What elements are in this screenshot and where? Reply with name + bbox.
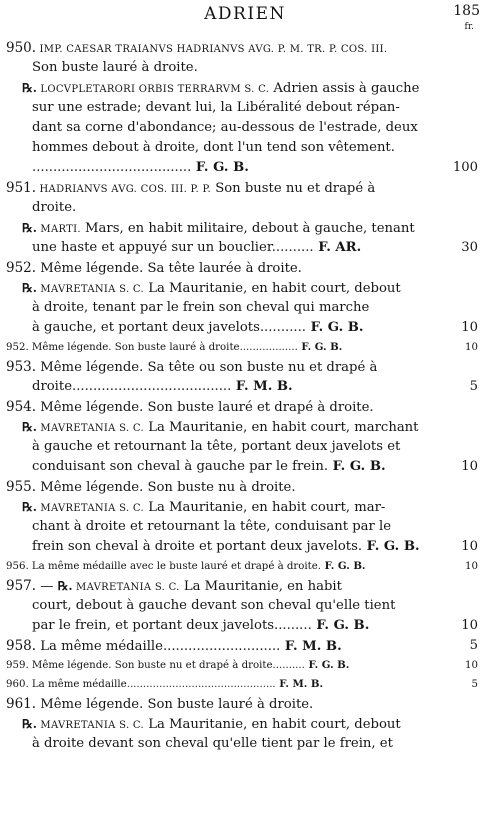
catalogue-line [6, 58, 478, 78]
leader-dots: .......... [271, 240, 314, 255]
reverse-mark: ℞. [22, 420, 37, 434]
line-text: La Mauritanie, en habit court, debout [144, 281, 401, 296]
line-text: 956. La même médaille avec le buste lauré et drapé à droite. [6, 561, 322, 572]
condition-code: F. G. B. [297, 341, 343, 353]
entry-number: 958. [6, 638, 37, 654]
catalogue-line [6, 298, 478, 318]
price-value: 5 [469, 638, 478, 653]
line-text: court, debout à gauche devant son cheval qu'elle tient [32, 598, 396, 613]
reverse-mark: ℞. [22, 221, 37, 235]
leader-dots: ........... [259, 320, 306, 335]
page-title: ADRIEN [204, 4, 286, 24]
reverse-mark: ℞. [57, 579, 73, 593]
leader-dots: ............................ [162, 639, 281, 654]
price-value: 10 [465, 561, 478, 572]
catalogue-line [6, 238, 478, 258]
condition-code: F. G. B. [321, 560, 366, 572]
condition-code: F. M. B. [275, 678, 324, 690]
line-text: La Mauritanie, en habit [179, 579, 342, 594]
legend-text: MAVRETANIA S. C. [36, 503, 145, 514]
condition-code: F. G. B. [304, 659, 350, 671]
entry-number: 952. [6, 260, 37, 276]
catalogue-line [6, 218, 478, 238]
leader-dots: .............................................. [126, 679, 276, 690]
page-number: 185 [453, 3, 480, 19]
line-text: 960. La même médaille [6, 679, 127, 690]
catalogue-line [6, 178, 478, 198]
line-text: à gauche, et portant deux javelots [32, 320, 260, 335]
line-text: par le frein, et portant deux javelots [32, 618, 275, 633]
line-text: à droite devant son cheval qu'elle tient par le frein, et [32, 736, 393, 751]
line-text: Même légende. Son buste lauré à droite. [36, 697, 314, 712]
condition-code: F. M. B. [280, 639, 342, 654]
legend-text: MAVRETANIA S. C. [72, 582, 180, 593]
entry-number: 955. [6, 479, 37, 495]
entry-number: 950. [6, 40, 37, 56]
legend-text: HADRIANVS AVG. COS. III. P. P. [36, 184, 211, 195]
catalogue-line [6, 656, 478, 675]
legend-text: IMP. CAESAR TRAIANVS HADRIANVS AVG. P. M. TR. P. COS. III. [36, 44, 388, 55]
line-text: La Mauritanie, en habit court, mar- [144, 500, 386, 515]
price-value: 10 [461, 618, 478, 633]
catalogue-line [6, 734, 478, 754]
line-text: Son buste nu et drapé à [211, 181, 376, 196]
catalogue-line [6, 694, 478, 714]
entry-number: 951. [6, 180, 37, 196]
reverse-mark: ℞. [22, 717, 37, 731]
catalogue-line [6, 397, 478, 417]
reverse-mark: ℞. [22, 281, 37, 295]
catalogue-line [6, 158, 478, 178]
line-text: à droite, tenant par le frein son cheval qui marche [32, 300, 370, 315]
legend-text: MAVRETANIA S. C. [36, 720, 145, 731]
leader-dots: ......... [274, 618, 312, 633]
line-text: dant sa corne d'abondance; au-dessous de l'estrade, deux [32, 120, 418, 135]
catalogue-line [6, 417, 478, 437]
line-text: 952. Même légende. Son buste lauré à droite [6, 342, 240, 353]
price-value: 10 [465, 660, 478, 671]
entry-number: 957. [6, 578, 37, 594]
legend-text: MARTI. [36, 224, 81, 235]
leader-dots: ...................................... [32, 160, 192, 175]
catalogue-line [6, 118, 478, 138]
catalogue-line [6, 198, 478, 218]
catalogue-line [6, 675, 478, 694]
line-text: hommes debout à droite, dont l'un tend son vêtement. [32, 140, 395, 155]
line-text: — [36, 579, 58, 594]
condition-code: F. G. B. [362, 539, 420, 554]
entry-number: 953. [6, 359, 37, 375]
catalogue-line [6, 557, 478, 576]
line-text: chant à droite et retournant la tête, conduisant par le [32, 519, 392, 534]
leader-dots: ...................................... [72, 379, 232, 394]
condition-code: F. G. B. [305, 320, 364, 335]
currency-unit: fr. [464, 22, 474, 32]
price-value: 10 [465, 342, 478, 353]
line-text: 959. Même légende. Son buste nu et drapé à droite [6, 660, 273, 671]
condition-code: F. G. B. [328, 459, 386, 474]
catalogue-line [6, 278, 478, 298]
catalogue-line [6, 98, 478, 118]
line-text: Même légende. Sa tête laurée à droite. [36, 261, 302, 276]
line-text: une haste et appuyé sur un bouclier [32, 240, 272, 255]
legend-text: MAVRETANIA S. C. [36, 284, 145, 295]
line-text: Même légende. Sa tête ou son buste nu et drapé à [36, 360, 378, 375]
catalogue-line [6, 477, 478, 497]
price-value: 5 [471, 679, 478, 690]
price-value: 10 [461, 539, 478, 554]
catalogue-line [6, 377, 478, 397]
catalogue-text [6, 38, 478, 754]
catalogue-line [6, 517, 478, 537]
catalogue-line [6, 138, 478, 158]
entry-number: 954. [6, 399, 37, 415]
line-text: conduisant son cheval à gauche par le frein. [32, 459, 329, 474]
catalogue-line [6, 258, 478, 278]
line-text: droite. [32, 200, 77, 215]
line-text: Même légende. Son buste nu à droite. [36, 480, 296, 495]
legend-text: MAVRETANIA S. C. [36, 423, 145, 434]
line-text: frein son cheval à droite et portant deux javelots. [32, 539, 363, 554]
reverse-mark: ℞. [22, 81, 37, 95]
line-text: Son buste lauré à droite. [32, 60, 198, 75]
catalogue-line [6, 576, 478, 596]
price-value: 10 [461, 459, 478, 474]
catalogue-line [6, 457, 478, 477]
reverse-mark: ℞. [22, 500, 37, 514]
leader-dots: .......... [272, 660, 305, 671]
condition-code: F. G. B. [311, 618, 370, 633]
line-text: droite [32, 379, 73, 394]
catalogue-line [6, 437, 478, 457]
price-value: 100 [452, 160, 478, 175]
line-text: La Mauritanie, en habit court, debout [144, 717, 401, 732]
condition-code: F. G. B. [191, 160, 249, 175]
condition-code: F. AR. [313, 240, 362, 255]
entry-number: 961. [6, 696, 37, 712]
price-value: 30 [461, 240, 478, 255]
line-text: sur une estrade; devant lui, la Libéralité debout répan- [32, 100, 400, 115]
catalogue-line [6, 78, 478, 98]
catalogue-line [6, 596, 478, 616]
catalogue-line [6, 714, 478, 734]
catalogue-line [6, 338, 478, 357]
condition-code: F. M. B. [231, 379, 293, 394]
catalogue-line [6, 357, 478, 377]
catalogue-line [6, 38, 478, 58]
line-text: La Mauritanie, en habit court, marchant [144, 420, 419, 435]
line-text: La même médaille [36, 639, 163, 654]
catalogue-line [6, 636, 478, 656]
line-text: à gauche et retournant la tête, portant deux javelots et [32, 439, 401, 454]
catalogue-line [6, 537, 478, 557]
running-header [0, 0, 490, 40]
legend-text: LOCVPLETARORI ORBIS TERRARVM S. C. [36, 84, 270, 95]
catalogue-line [6, 616, 478, 636]
price-value: 5 [469, 379, 478, 394]
line-text: Adrien assis à gauche [269, 81, 420, 96]
line-text: Même légende. Son buste lauré et drapé à droite. [36, 400, 374, 415]
catalogue-line [6, 318, 478, 338]
line-text: Mars, en habit militaire, debout à gauche, tenant [80, 221, 415, 236]
leader-dots: .................. [239, 342, 298, 353]
catalogue-line [6, 497, 478, 517]
price-value: 10 [461, 320, 478, 335]
